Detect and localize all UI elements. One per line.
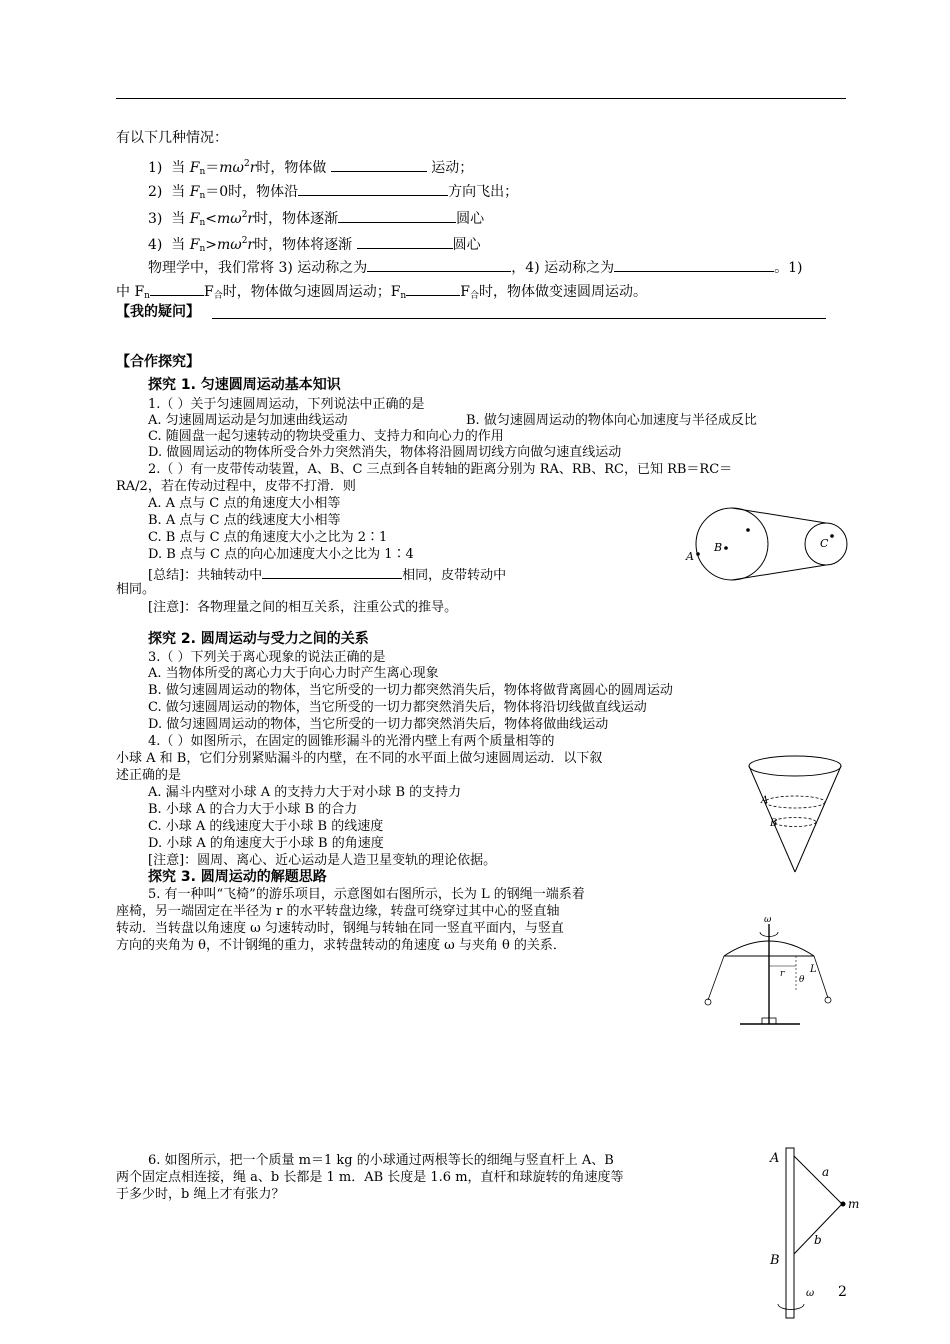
intro-text: 有以下几种情况： [116,130,228,146]
q1-option-a: A. 匀速圆周运动是匀加速曲线运动 [148,413,348,428]
q4-option-a: A. 漏斗内壁对小球 A 的支持力大于对小球 B 的支持力 [148,785,462,800]
q2-option-c: C. B 点与 C 点的角速度大小之比为 2∶1 [148,530,388,545]
explore1-note: [注意]：各物理量之间的相互关系，注重公式的推导。 [148,600,458,615]
physics-line: 物理学中，我们常将 3) 运动称之为 ，4) 运动称之为 。1) [148,260,803,276]
chair-omega-label: ω [764,915,772,925]
header-rule [116,98,846,99]
flying-chair-diagram [700,912,840,1030]
q5-line1: 5. 有一种叫“飞椅”的游乐项目，示意图如右图所示，长为 L 的钢绳一端系着 [148,887,585,902]
summary-end: 相同。 [116,582,156,597]
q2-option-a: A. A 点与 C 点的角速度大小相等 [148,496,341,511]
case-3: 3) 当 $F_n<m\omega^2r$时，物体逐渐 圆心 [148,210,485,228]
q2-option-d: D. B 点与 C 点的向心加速度大小之比为 1∶4 [148,547,414,562]
case-1-blank[interactable] [331,158,427,172]
q2-stem-line1: 2.（ ）有一皮带传动装置，A、B、C 三点到各自转轴的距离分别为 RA、RB、RC，已知 RB＝RC＝ [148,462,733,477]
funnel-label-a: A [761,795,769,806]
funnel-diagram [745,752,845,876]
q4-stem-line1: 4.（ ）如图所示，在固定的圆锥形漏斗的光滑内壁上有两个质量相等的 [148,734,555,749]
case-1: 1) 当 $F_n=m\omega^2r$时，物体做 运动； [148,159,474,177]
case-3-blank[interactable] [338,209,456,223]
q4-stem-line2: 小球 A 和 B，它们分别紧贴漏斗的内壁，在不同的水平面上做匀速圆周运动．以下叙 [116,751,603,766]
case-2: 2) 当 $F_n=0$时，物体沿 方向飞出； [148,184,519,201]
coop-heading: 【合作探究】 [116,354,200,370]
q1-option-c: C. 随圆盘一起匀速转动的物块受重力、支持力和向心力的作用 [148,429,504,444]
q6-line2: 两个固定点相连接，绳 a、b 长都是 1 m．AB 长度是 1.6 m，直杆和球旋转的角速度等 [116,1170,624,1185]
q6-line1: 6. 如图所示，把一个质量 m＝1 kg 的小球通过两根等长的细绳与竖直杆上 A、B [148,1153,614,1168]
belt-diagram [680,500,860,586]
q2-option-b: B. A 点与 C 点的线速度大小相等 [148,513,341,528]
q1-option-d: D. 做圆周运动的物体所受合外力突然消失，物体将沿圆周切线方向做匀速直线运动 [148,445,622,460]
chair-r-label: r [780,969,785,979]
q4-option-d: D. 小球 A 的角速度大于小球 B 的角速度 [148,836,384,851]
explore2-note: [注意]：圆周、离心、近心运动是人造卫星变轨的理论依据。 [148,853,497,868]
explore1-title: 探究 1. 匀速圆周运动基本知识 [148,377,341,393]
case-4-blank[interactable] [357,235,453,249]
q1-option-b: B. 做匀速圆周运动的物体向心加速度与半径成反比 [466,413,757,428]
mid-blank-2[interactable] [406,282,460,296]
q5-line2: 座椅，另一端固定在半径为 r 的水平转盘边缘，转盘可绕穿过其中心的竖直轴 [116,904,560,919]
chair-theta-label: θ [799,975,805,985]
belt-label-b: B [714,541,723,554]
question-line[interactable] [212,318,826,319]
summary-blank[interactable] [262,565,402,579]
ball-label-m: m [848,1197,860,1211]
q2-stem-line2: RA/2，若在传动过程中，皮带不打滑．则 [116,479,356,494]
chair-l-label: L [810,964,817,975]
q3-stem: 3.（ ）下列关于离心现象的说法正确的是 [148,650,386,665]
pole-label-b: B [770,1253,780,1268]
q4-stem-line3: 述正确的是 [116,768,182,783]
case-2-blank[interactable] [298,182,448,196]
funnel-label-b: B [770,818,778,829]
q3-option-c: C. 做匀速圆周运动的物体，当它所受的一切力都突然消失后，物体将沿切线做直线运动 [148,700,647,715]
explore2-title: 探究 2. 圆周运动与受力之间的关系 [148,631,369,647]
q3-option-b: B. 做匀速圆周运动的物体，当它所受的一切力都突然消失后，物体将做背离圆心的圆周运动 [148,683,673,698]
page-number: 2 [838,1284,847,1300]
q4-option-b: B. 小球 A 的合力大于小球 B 的合力 [148,802,358,817]
q3-option-a: A. 当物体所受的离心力大于向心力时产生离心现象 [148,666,439,681]
mid-blank-1[interactable] [150,282,204,296]
q5-line3: 转动．当转盘以角速度 ω 匀速转动时，钢绳与转轴在同一竖直平面内，与竖直 [116,921,564,936]
rope-label-a: a [822,1165,830,1179]
case-4: 4) 当 $F_n>m\omega^2r$时，物体将逐渐 圆心 [148,236,481,254]
pole-diagram [764,1144,874,1330]
rope-label-b: b [814,1233,822,1247]
belt-label-c: C [820,537,829,550]
q5-line4: 方向的夹角为 θ，不计钢绳的重力，求转盘转动的角速度 ω 与夹角 θ 的关系． [116,938,566,953]
summary-line: [总结]：共轴转动中 相同，皮带转动中 [148,565,506,584]
physics-blank-2[interactable] [614,258,774,272]
explore3-title: 探究 3. 圆周运动的解题思路 [148,869,327,885]
pole-label-a: A [770,1151,780,1166]
q4-option-c: C. 小球 A 的线速度大于小球 B 的线速度 [148,819,384,834]
pole-omega-label: ω [806,1288,815,1299]
mid-line: 中 $F_n$ $F_合$时，物体做匀速圆周运动；$F_n$ $F_合$时，物体做变速圆周运动。 [116,284,647,301]
belt-label-a: A [686,550,694,563]
q3-option-d: D. 做匀速圆周运动的物体，当它所受的一切力都突然消失后，物体将做曲线运动 [148,717,609,732]
question-heading: 【我的疑问】 [116,304,200,320]
physics-blank-1[interactable] [367,258,511,272]
q1-stem: 1.（ ）关于匀速圆周运动，下列说法中正确的是 [148,397,425,412]
q6-line3: 于多少时，b 绳上才有张力？ [116,1187,285,1202]
